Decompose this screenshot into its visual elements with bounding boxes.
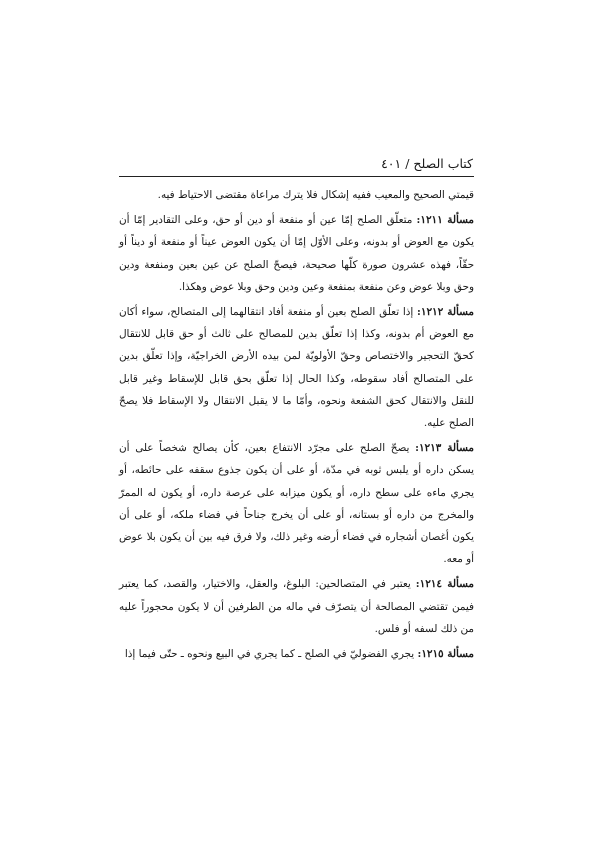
paragraph-text: قيمتي الصحيح والمعيب ففيه إشكال فلا يترك مراعاة مقتضى الاحتياط فيه. [157, 189, 474, 201]
running-header [119, 154, 473, 174]
paragraph [119, 643, 474, 665]
issue-label: مسألة ١٢١١: [416, 214, 474, 227]
issue-label: مسألة ١٢١٢: [417, 306, 474, 319]
paragraph [119, 301, 474, 434]
body-text [119, 184, 474, 668]
paragraph [119, 209, 474, 298]
header-rule [119, 176, 474, 177]
issue-label: مسألة ١٢١٤: [415, 578, 474, 591]
paragraph [119, 573, 474, 640]
paragraph [119, 184, 474, 206]
paragraph-text: يعتبر في المتصالحين: البلوغ، والعقل، والاختيار، والقصد، كما يعتبر فيمن تقتضي المصالحة أن يتصرّف في ماله من الطرفين أن لا يكون محجوراً عليه من ذلك لسفه أو فلس. [119, 578, 474, 635]
issue-label: مسألة ١٢١٣: [415, 442, 474, 455]
header-title: كتاب الصلح / ٤٠١ [381, 156, 473, 171]
issue-label: مسألة ١٢١٥: [417, 648, 474, 661]
paragraph-text: متعلّق الصلح إمّا عين أو منفعة أو دين أو حق، وعلى التقادير إمّا أن يكون مع العوض أو بدونه، وعلى الأوّل إمّا أن يكون العوض عيناً أو منفعة أو ديناً أو حقّاً، فهذه عشرون صورة كلّها صحيحة، فيصحّ الصلح عن عين بعين ومنفعة ودين وحق وبلا عوض وعن منفعة بمنفعة وعين ودين وحق وبلا عوض وهكذا. [119, 214, 474, 293]
paragraph [119, 437, 474, 570]
paragraph-text: يجري الفضوليّ في الصلح ـ كما يجري في البيع ونحوه ـ حتّى فيما إذا [124, 648, 418, 661]
paragraph-text: يصحّ الصلح على مجرّد الانتفاع بعين، كأن يصالح شخصاً على أن يسكن داره أو يلبس ثوبه في مدّة، أو على أن يكون جذوع سقفه على حائطه، أو يجري ماءه على سطح داره، أو يكون ميزابه على عرصة داره، أو يكون له الممرّ والمخرج من داره أو بستانه، أو على أن يخرج جناحاً في فضاء ملكه، أو على أن يكون أغصان أشجاره في فضاء أرضه وغير ذلك، ولا فرق فيه بين أن يكون بلا عوض أو معه. [119, 442, 474, 566]
paragraph-text: إذا تعلّق الصلح بعين أو منفعة أفاد انتقالهما إلى المتصالح، سواء أكان مع العوض أم بدونه، وكذا إذا تعلّق بدين للمصالح على ثالث أو حق قابل للانتقال كحقّ التحجير والاختصاص وحقّ الأولويّة لمن بيده الأرض الخراجيّة، وإذا تعلّق بدين على المتصالح أفاد سقوطه، وكذا الحال إذا تعلّق بحق قابل للإسقاط وغير قابل للنقل والانتقال كحق الشفعة ونحوه، وأمّا ما لا يقبل الانتقال ولا الإسقاط فلا يصحّ الصلح عليه. [119, 306, 474, 430]
